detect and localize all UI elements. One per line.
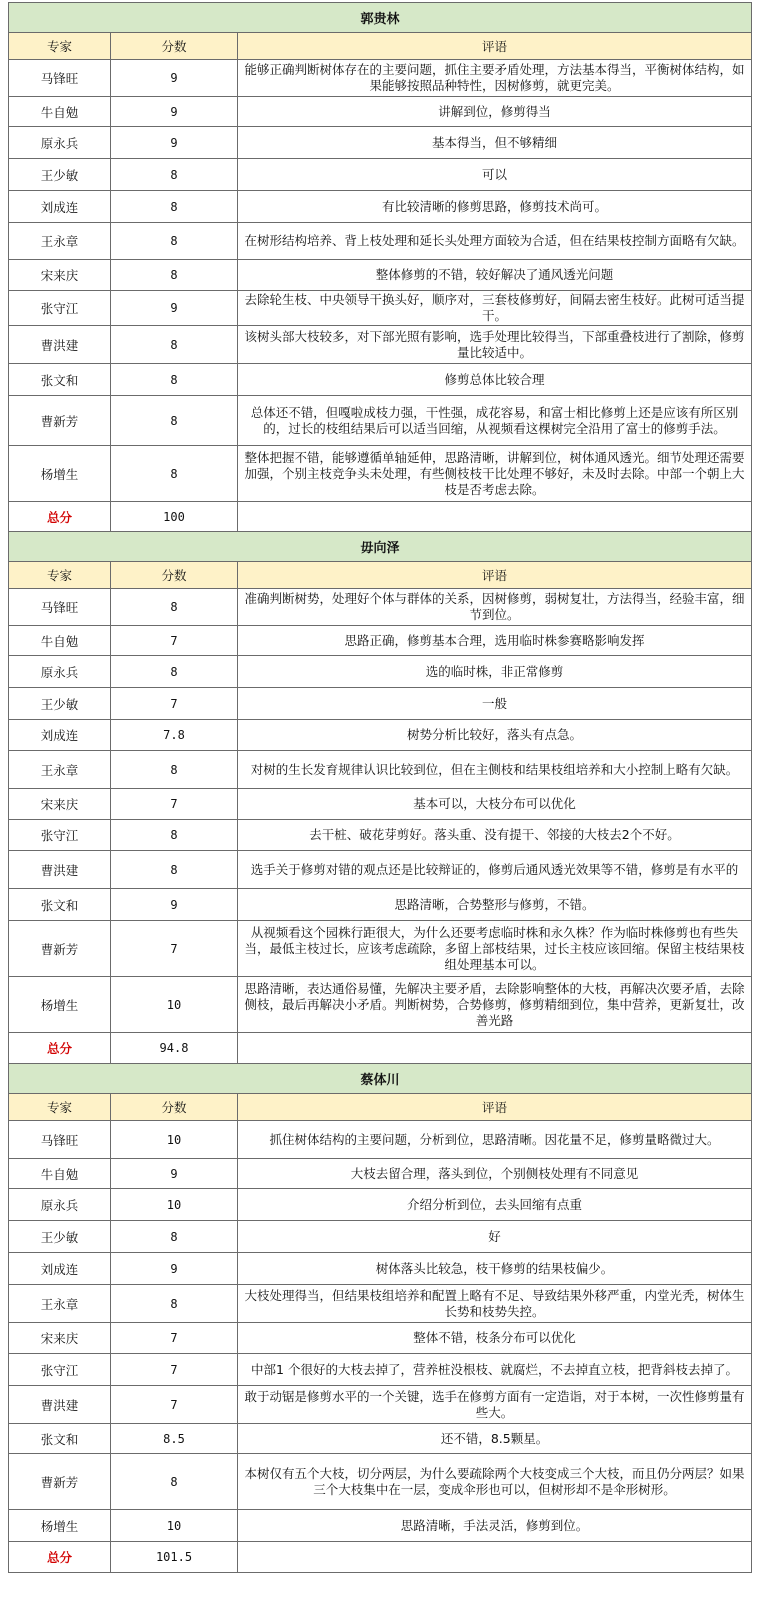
table-row [9, 1221, 752, 1253]
table-row [9, 396, 752, 446]
comment-text: 树势分析比较好，落头有点急。 [238, 720, 752, 751]
score-value: 8 [111, 159, 238, 191]
table-row [9, 1189, 752, 1221]
header-row [9, 562, 752, 589]
header-score: 分数 [111, 33, 238, 60]
header-expert: 专家 [9, 562, 111, 589]
table-row [9, 223, 752, 260]
table-row [9, 720, 752, 751]
total-label: 总分 [9, 502, 111, 532]
comment-text: 好 [238, 1221, 752, 1253]
score-value: 8 [111, 260, 238, 291]
table-row [9, 1253, 752, 1285]
table-row [9, 159, 752, 191]
expert-name: 曹洪建 [9, 851, 111, 889]
total-score: 94.8 [111, 1033, 238, 1064]
expert-name: 张文和 [9, 364, 111, 396]
comment-text: 大枝去留合理，落头到位，个别侧枝处理有不同意见 [238, 1159, 752, 1189]
expert-name: 刘成连 [9, 720, 111, 751]
header-expert: 专家 [9, 33, 111, 60]
expert-name: 牛自勉 [9, 626, 111, 656]
comment-text: 整体不错，枝条分布可以优化 [238, 1323, 752, 1354]
comment-text: 修剪总体比较合理 [238, 364, 752, 396]
table-row [9, 626, 752, 656]
expert-name: 王永章 [9, 751, 111, 789]
score-value: 10 [111, 1189, 238, 1221]
expert-name: 马锋旺 [9, 1121, 111, 1159]
expert-name: 王永章 [9, 223, 111, 260]
table-row [9, 127, 752, 159]
expert-name: 张守江 [9, 1354, 111, 1386]
expert-name: 张守江 [9, 291, 111, 326]
table-row [9, 1386, 752, 1424]
comment-text: 在树形结构培养、背上枝处理和延长头处理方面较为合适，但在结果枝控制方面略有欠缺。 [238, 223, 752, 260]
table-row [9, 1354, 752, 1386]
comment-text: 还不错，8.5颗星。 [238, 1424, 752, 1454]
score-value: 8 [111, 326, 238, 364]
comment-text: 介绍分析到位，去头回缩有点重 [238, 1189, 752, 1221]
expert-name: 曹洪建 [9, 1386, 111, 1424]
comment-text: 能够正确判断树体存在的主要问题，抓住主要矛盾处理，方法基本得当，平衡树体结构，如果能够按照品种特性，因树修剪，就更完美。 [238, 60, 752, 97]
total-row [9, 502, 752, 532]
expert-name: 王少敏 [9, 1221, 111, 1253]
comment-text: 基本可以，大枝分布可以优化 [238, 789, 752, 820]
score-value: 9 [111, 1253, 238, 1285]
comment-text: 对树的生长发育规律认识比较到位，但在主侧枝和结果枝组培养和大小控制上略有欠缺。 [238, 751, 752, 789]
comment-text: 敢于动锯是修剪水平的一个关键，选手在修剪方面有一定造诣，对于本树，一次性修剪量有些大。 [238, 1386, 752, 1424]
expert-name: 宋来庆 [9, 260, 111, 291]
score-value: 8 [111, 1454, 238, 1510]
comment-text: 抓住树体结构的主要问题，分析到位，思路清晰。因花量不足，修剪量略微过大。 [238, 1121, 752, 1159]
expert-name: 原永兵 [9, 127, 111, 159]
total-score: 101.5 [111, 1542, 238, 1573]
table-row [9, 1159, 752, 1189]
table-row [9, 60, 752, 97]
expert-name: 原永兵 [9, 656, 111, 688]
header-comment: 评语 [238, 33, 752, 60]
comment-text: 选手关于修剪对错的观点还是比较辩证的，修剪后通风透光效果等不错，修剪是有水平的 [238, 851, 752, 889]
expert-name: 王永章 [9, 1285, 111, 1323]
score-value: 7 [111, 688, 238, 720]
table-row [9, 291, 752, 326]
table-row [9, 977, 752, 1033]
score-value: 7 [111, 1386, 238, 1424]
comment-text: 一般 [238, 688, 752, 720]
total-label: 总分 [9, 1542, 111, 1573]
header-row [9, 1094, 752, 1121]
expert-name: 王少敏 [9, 159, 111, 191]
total-comment-empty [238, 1033, 752, 1064]
expert-name: 曹洪建 [9, 326, 111, 364]
comment-text: 选的临时株，非正常修剪 [238, 656, 752, 688]
comment-text: 可以 [238, 159, 752, 191]
comment-text: 整体修剪的不错，较好解决了通风透光问题 [238, 260, 752, 291]
total-comment-empty [238, 502, 752, 532]
header-expert: 专家 [9, 1094, 111, 1121]
comment-text: 思路正确，修剪基本合理，选用临时株参赛略影响发挥 [238, 626, 752, 656]
score-value: 8 [111, 656, 238, 688]
total-comment-empty [238, 1542, 752, 1573]
table-row [9, 889, 752, 921]
expert-name: 杨增生 [9, 446, 111, 502]
table-row [9, 820, 752, 851]
expert-name: 曹新芳 [9, 921, 111, 977]
table-row [9, 1121, 752, 1159]
table-row [9, 97, 752, 127]
score-value: 8 [111, 446, 238, 502]
score-value: 9 [111, 97, 238, 127]
expert-name: 牛自勉 [9, 97, 111, 127]
score-value: 9 [111, 1159, 238, 1189]
comment-text: 思路清晰，表达通俗易懂，先解决主要矛盾，去除影响整体的大枝，再解决次要矛盾，去除侧枝，最后再解决小矛盾。判断树势，合势修剪，修剪精细到位，集中营养，更新复壮，改善光路 [238, 977, 752, 1033]
expert-name: 曹新芳 [9, 1454, 111, 1510]
comment-text: 去干桩、破花芽剪好。落头重、没有提干、邻接的大枝去2个不好。 [238, 820, 752, 851]
score-value: 8 [111, 851, 238, 889]
score-value: 7 [111, 921, 238, 977]
score-value: 7 [111, 1323, 238, 1354]
expert-name: 张守江 [9, 820, 111, 851]
comment-text: 该树头部大枝较多，对下部光照有影响，选手处理比较得当，下部重叠枝进行了割除，修剪量比较适中。 [238, 326, 752, 364]
score-value: 8 [111, 1285, 238, 1323]
total-row [9, 1033, 752, 1064]
score-value: 9 [111, 60, 238, 97]
table-row [9, 260, 752, 291]
table-row [9, 326, 752, 364]
comment-text: 思路清晰，手法灵活，修剪到位。 [238, 1510, 752, 1542]
score-table [8, 2, 752, 1573]
score-value: 8 [111, 751, 238, 789]
expert-name: 曹新芳 [9, 396, 111, 446]
table-row [9, 1323, 752, 1354]
score-value: 7.8 [111, 720, 238, 751]
score-value: 7 [111, 789, 238, 820]
section-title: 蔡体川 [9, 1064, 752, 1094]
expert-name: 杨增生 [9, 977, 111, 1033]
comment-text: 中部1 个很好的大枝去掉了，营养桩没根枝、就腐烂，不去掉直立枝，把背斜枝去掉了。 [238, 1354, 752, 1386]
comment-text: 从视频看这个园株行距很大，为什么还要考虑临时株和永久株？作为临时株修剪也有些失当，最低主枝过长，应该考虑疏除，多留上部枝结果，过长主枝应该回缩。保留主枝结果枝组处理基本可以。 [238, 921, 752, 977]
expert-name: 马锋旺 [9, 589, 111, 626]
expert-name: 刘成连 [9, 1253, 111, 1285]
section-title-row [9, 1064, 752, 1094]
table-row [9, 789, 752, 820]
score-value: 8.5 [111, 1424, 238, 1454]
table-row [9, 751, 752, 789]
expert-name: 宋来庆 [9, 1323, 111, 1354]
score-value: 10 [111, 977, 238, 1033]
expert-name: 马锋旺 [9, 60, 111, 97]
section-title: 毋向泽 [9, 532, 752, 562]
table-row [9, 364, 752, 396]
section-title-row [9, 3, 752, 33]
total-row [9, 1542, 752, 1573]
header-comment: 评语 [238, 1094, 752, 1121]
header-comment: 评语 [238, 562, 752, 589]
score-value: 10 [111, 1121, 238, 1159]
comment-text: 去除轮生枝、中央领导干换头好，顺序对，三套枝修剪好，间隔去密生枝好。此树可适当提干。 [238, 291, 752, 326]
score-value: 9 [111, 291, 238, 326]
score-value: 9 [111, 127, 238, 159]
comment-text: 整体把握不错，能够遵循单轴延伸，思路清晰，讲解到位，树体通风透光。细节处理还需要加强，个别主枝竞争头未处理，有些侧枝枝干比处理不够好，未及时去除。中部一个朝上大枝是否考虑去除。 [238, 446, 752, 502]
table-row [9, 1424, 752, 1454]
score-value: 8 [111, 223, 238, 260]
table-row [9, 191, 752, 223]
comment-text: 思路清晰，合势整形与修剪，不错。 [238, 889, 752, 921]
header-row [9, 33, 752, 60]
section-title: 郭贵林 [9, 3, 752, 33]
score-value: 8 [111, 191, 238, 223]
table-row [9, 1510, 752, 1542]
score-value: 7 [111, 626, 238, 656]
comment-text: 讲解到位，修剪得当 [238, 97, 752, 127]
score-value: 8 [111, 1221, 238, 1253]
table-row [9, 1285, 752, 1323]
score-value: 7 [111, 1354, 238, 1386]
comment-text: 基本得当，但不够精细 [238, 127, 752, 159]
comment-text: 准确判断树势，处理好个体与群体的关系，因树修剪，弱树复壮，方法得当，经验丰富，细节到位。 [238, 589, 752, 626]
header-score: 分数 [111, 1094, 238, 1121]
expert-name: 牛自勉 [9, 1159, 111, 1189]
header-score: 分数 [111, 562, 238, 589]
score-value: 8 [111, 364, 238, 396]
comment-text: 树体落头比较急，枝干修剪的结果枝偏少。 [238, 1253, 752, 1285]
table-row [9, 851, 752, 889]
table-row [9, 446, 752, 502]
section-title-row [9, 532, 752, 562]
table-row [9, 688, 752, 720]
expert-name: 刘成连 [9, 191, 111, 223]
total-label: 总分 [9, 1033, 111, 1064]
comment-text: 有比较清晰的修剪思路，修剪技术尚可。 [238, 191, 752, 223]
score-value: 8 [111, 820, 238, 851]
expert-name: 张文和 [9, 889, 111, 921]
total-score: 100 [111, 502, 238, 532]
score-value: 8 [111, 589, 238, 626]
table-row [9, 921, 752, 977]
expert-name: 原永兵 [9, 1189, 111, 1221]
comment-text: 本树仅有五个大枝，切分两层，为什么要疏除两个大枝变成三个大枝，而且仍分两层？如果三个大枝集中在一层，变成伞形也可以，但树形却不是伞形树形。 [238, 1454, 752, 1510]
expert-name: 张文和 [9, 1424, 111, 1454]
score-value: 8 [111, 396, 238, 446]
table-row [9, 656, 752, 688]
expert-name: 杨增生 [9, 1510, 111, 1542]
comment-text: 大枝处理得当，但结果枝组培养和配置上略有不足、导致结果外移严重，内堂光秃，树体生长势和枝势失控。 [238, 1285, 752, 1323]
table-row [9, 589, 752, 626]
score-value: 9 [111, 889, 238, 921]
comment-text: 总体还不错，但嘎啦成枝力强，干性强，成花容易，和富士相比修剪上还是应该有所区别的，过长的枝组结果后可以适当回缩，从视频看这棵树完全沿用了富士的修剪手法。 [238, 396, 752, 446]
table-row [9, 1454, 752, 1510]
expert-name: 王少敏 [9, 688, 111, 720]
score-value: 10 [111, 1510, 238, 1542]
expert-name: 宋来庆 [9, 789, 111, 820]
